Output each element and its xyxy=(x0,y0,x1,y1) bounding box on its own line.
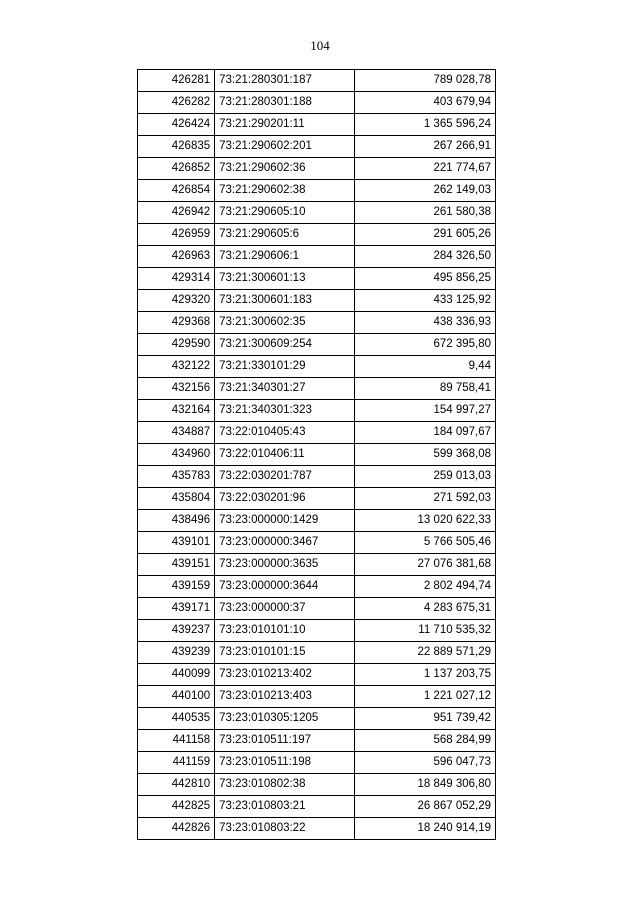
value-cell: 11 710 535,32 xyxy=(355,620,496,642)
table-row xyxy=(138,664,496,686)
row-id-cell: 439239 xyxy=(138,642,215,664)
table-row xyxy=(138,818,496,840)
row-id-cell: 426854 xyxy=(138,180,215,202)
cadastral-number-cell: 73:23:010213:402 xyxy=(215,664,355,686)
cadastral-number-cell: 73:23:010101:15 xyxy=(215,642,355,664)
table-row xyxy=(138,510,496,532)
table-row xyxy=(138,290,496,312)
value-cell: 1 365 596,24 xyxy=(355,114,496,136)
value-cell: 284 326,50 xyxy=(355,246,496,268)
cadastral-number-cell: 73:23:000000:3644 xyxy=(215,576,355,598)
row-id-cell: 429320 xyxy=(138,290,215,312)
value-cell: 18 240 914,19 xyxy=(355,818,496,840)
cadastral-number-cell: 73:21:290201:11 xyxy=(215,114,355,136)
table-row xyxy=(138,92,496,114)
cadastral-number-cell: 73:22:010406:11 xyxy=(215,444,355,466)
value-cell: 13 020 622,33 xyxy=(355,510,496,532)
cadastral-number-cell: 73:21:300602:35 xyxy=(215,312,355,334)
row-id-cell: 440100 xyxy=(138,686,215,708)
table-row xyxy=(138,312,496,334)
cadastral-number-cell: 73:21:280301:187 xyxy=(215,70,355,92)
table-row xyxy=(138,488,496,510)
table-row xyxy=(138,378,496,400)
row-id-cell: 439171 xyxy=(138,598,215,620)
page-number: 104 xyxy=(310,38,330,53)
row-id-cell: 426424 xyxy=(138,114,215,136)
row-id-cell: 434960 xyxy=(138,444,215,466)
table-row xyxy=(138,708,496,730)
value-cell: 789 028,78 xyxy=(355,70,496,92)
registry-table xyxy=(137,69,496,840)
row-id-cell: 429590 xyxy=(138,334,215,356)
table-row xyxy=(138,686,496,708)
value-cell: 599 368,08 xyxy=(355,444,496,466)
row-id-cell: 439101 xyxy=(138,532,215,554)
row-id-cell: 426942 xyxy=(138,202,215,224)
value-cell: 438 336,93 xyxy=(355,312,496,334)
row-id-cell: 429368 xyxy=(138,312,215,334)
table-row xyxy=(138,158,496,180)
table-row xyxy=(138,752,496,774)
table-row xyxy=(138,422,496,444)
row-id-cell: 440099 xyxy=(138,664,215,686)
row-id-cell: 432164 xyxy=(138,400,215,422)
row-id-cell: 439237 xyxy=(138,620,215,642)
cadastral-number-cell: 73:23:010511:198 xyxy=(215,752,355,774)
table-row xyxy=(138,466,496,488)
value-cell: 433 125,92 xyxy=(355,290,496,312)
row-id-cell: 441159 xyxy=(138,752,215,774)
table-row xyxy=(138,730,496,752)
table-row xyxy=(138,70,496,92)
cadastral-number-cell: 73:23:010803:22 xyxy=(215,818,355,840)
value-cell: 596 047,73 xyxy=(355,752,496,774)
cadastral-number-cell: 73:21:340301:27 xyxy=(215,378,355,400)
row-id-cell: 435783 xyxy=(138,466,215,488)
table-row xyxy=(138,532,496,554)
table-row xyxy=(138,796,496,818)
row-id-cell: 435804 xyxy=(138,488,215,510)
row-id-cell: 439151 xyxy=(138,554,215,576)
table-row xyxy=(138,620,496,642)
row-id-cell: 426282 xyxy=(138,92,215,114)
table-row xyxy=(138,246,496,268)
table-row xyxy=(138,598,496,620)
table-row xyxy=(138,202,496,224)
value-cell: 2 802 494,74 xyxy=(355,576,496,598)
table-row xyxy=(138,400,496,422)
cadastral-number-cell: 73:21:290605:6 xyxy=(215,224,355,246)
row-id-cell: 426835 xyxy=(138,136,215,158)
value-cell: 9,44 xyxy=(355,356,496,378)
row-id-cell: 440535 xyxy=(138,708,215,730)
row-id-cell: 426959 xyxy=(138,224,215,246)
table-row xyxy=(138,576,496,598)
table-row xyxy=(138,224,496,246)
value-cell: 672 395,80 xyxy=(355,334,496,356)
table-row xyxy=(138,268,496,290)
row-id-cell: 439159 xyxy=(138,576,215,598)
cadastral-number-cell: 73:23:000000:3467 xyxy=(215,532,355,554)
table-row xyxy=(138,774,496,796)
row-id-cell: 429314 xyxy=(138,268,215,290)
table-row xyxy=(138,554,496,576)
row-id-cell: 432156 xyxy=(138,378,215,400)
value-cell: 951 739,42 xyxy=(355,708,496,730)
table-row xyxy=(138,180,496,202)
table-row xyxy=(138,114,496,136)
table-row xyxy=(138,136,496,158)
row-id-cell: 426852 xyxy=(138,158,215,180)
cadastral-number-cell: 73:21:280301:188 xyxy=(215,92,355,114)
cadastral-number-cell: 73:23:010511:197 xyxy=(215,730,355,752)
value-cell: 1 221 027,12 xyxy=(355,686,496,708)
cadastral-number-cell: 73:23:010802:38 xyxy=(215,774,355,796)
value-cell: 267 266,91 xyxy=(355,136,496,158)
cadastral-number-cell: 73:21:290605:10 xyxy=(215,202,355,224)
row-id-cell: 432122 xyxy=(138,356,215,378)
table-row xyxy=(138,356,496,378)
value-cell: 154 997,27 xyxy=(355,400,496,422)
value-cell: 89 758,41 xyxy=(355,378,496,400)
cadastral-number-cell: 73:23:000000:37 xyxy=(215,598,355,620)
table-row xyxy=(138,642,496,664)
value-cell: 5 766 505,46 xyxy=(355,532,496,554)
row-id-cell: 434887 xyxy=(138,422,215,444)
cadastral-number-cell: 73:23:000000:1429 xyxy=(215,510,355,532)
cadastral-number-cell: 73:22:030201:787 xyxy=(215,466,355,488)
value-cell: 221 774,67 xyxy=(355,158,496,180)
value-cell: 262 149,03 xyxy=(355,180,496,202)
cadastral-number-cell: 73:21:290602:201 xyxy=(215,136,355,158)
cadastral-number-cell: 73:21:300601:13 xyxy=(215,268,355,290)
row-id-cell: 441158 xyxy=(138,730,215,752)
cadastral-number-cell: 73:22:010405:43 xyxy=(215,422,355,444)
value-cell: 495 856,25 xyxy=(355,268,496,290)
value-cell: 261 580,38 xyxy=(355,202,496,224)
value-cell: 22 889 571,29 xyxy=(355,642,496,664)
row-id-cell: 426281 xyxy=(138,70,215,92)
row-id-cell: 426963 xyxy=(138,246,215,268)
cadastral-number-cell: 73:21:300609:254 xyxy=(215,334,355,356)
value-cell: 18 849 306,80 xyxy=(355,774,496,796)
value-cell: 271 592,03 xyxy=(355,488,496,510)
cadastral-number-cell: 73:23:010101:10 xyxy=(215,620,355,642)
value-cell: 26 867 052,29 xyxy=(355,796,496,818)
row-id-cell: 442826 xyxy=(138,818,215,840)
row-id-cell: 438496 xyxy=(138,510,215,532)
cadastral-number-cell: 73:21:290606:1 xyxy=(215,246,355,268)
cadastral-number-cell: 73:21:290602:36 xyxy=(215,158,355,180)
cadastral-number-cell: 73:21:300601:183 xyxy=(215,290,355,312)
cadastral-number-cell: 73:23:010213:403 xyxy=(215,686,355,708)
value-cell: 27 076 381,68 xyxy=(355,554,496,576)
table-row xyxy=(138,334,496,356)
cadastral-number-cell: 73:23:010305:1205 xyxy=(215,708,355,730)
value-cell: 4 283 675,31 xyxy=(355,598,496,620)
table-row xyxy=(138,444,496,466)
value-cell: 568 284,99 xyxy=(355,730,496,752)
value-cell: 259 013,03 xyxy=(355,466,496,488)
cadastral-number-cell: 73:23:000000:3635 xyxy=(215,554,355,576)
cadastral-number-cell: 73:23:010803:21 xyxy=(215,796,355,818)
row-id-cell: 442810 xyxy=(138,774,215,796)
value-cell: 291 605,26 xyxy=(355,224,496,246)
cadastral-number-cell: 73:21:330101:29 xyxy=(215,356,355,378)
cadastral-number-cell: 73:21:290602:38 xyxy=(215,180,355,202)
value-cell: 403 679,94 xyxy=(355,92,496,114)
table-body xyxy=(138,70,496,840)
row-id-cell: 442825 xyxy=(138,796,215,818)
value-cell: 1 137 203,75 xyxy=(355,664,496,686)
cadastral-number-cell: 73:21:340301:323 xyxy=(215,400,355,422)
value-cell: 184 097,67 xyxy=(355,422,496,444)
cadastral-number-cell: 73:22:030201:96 xyxy=(215,488,355,510)
